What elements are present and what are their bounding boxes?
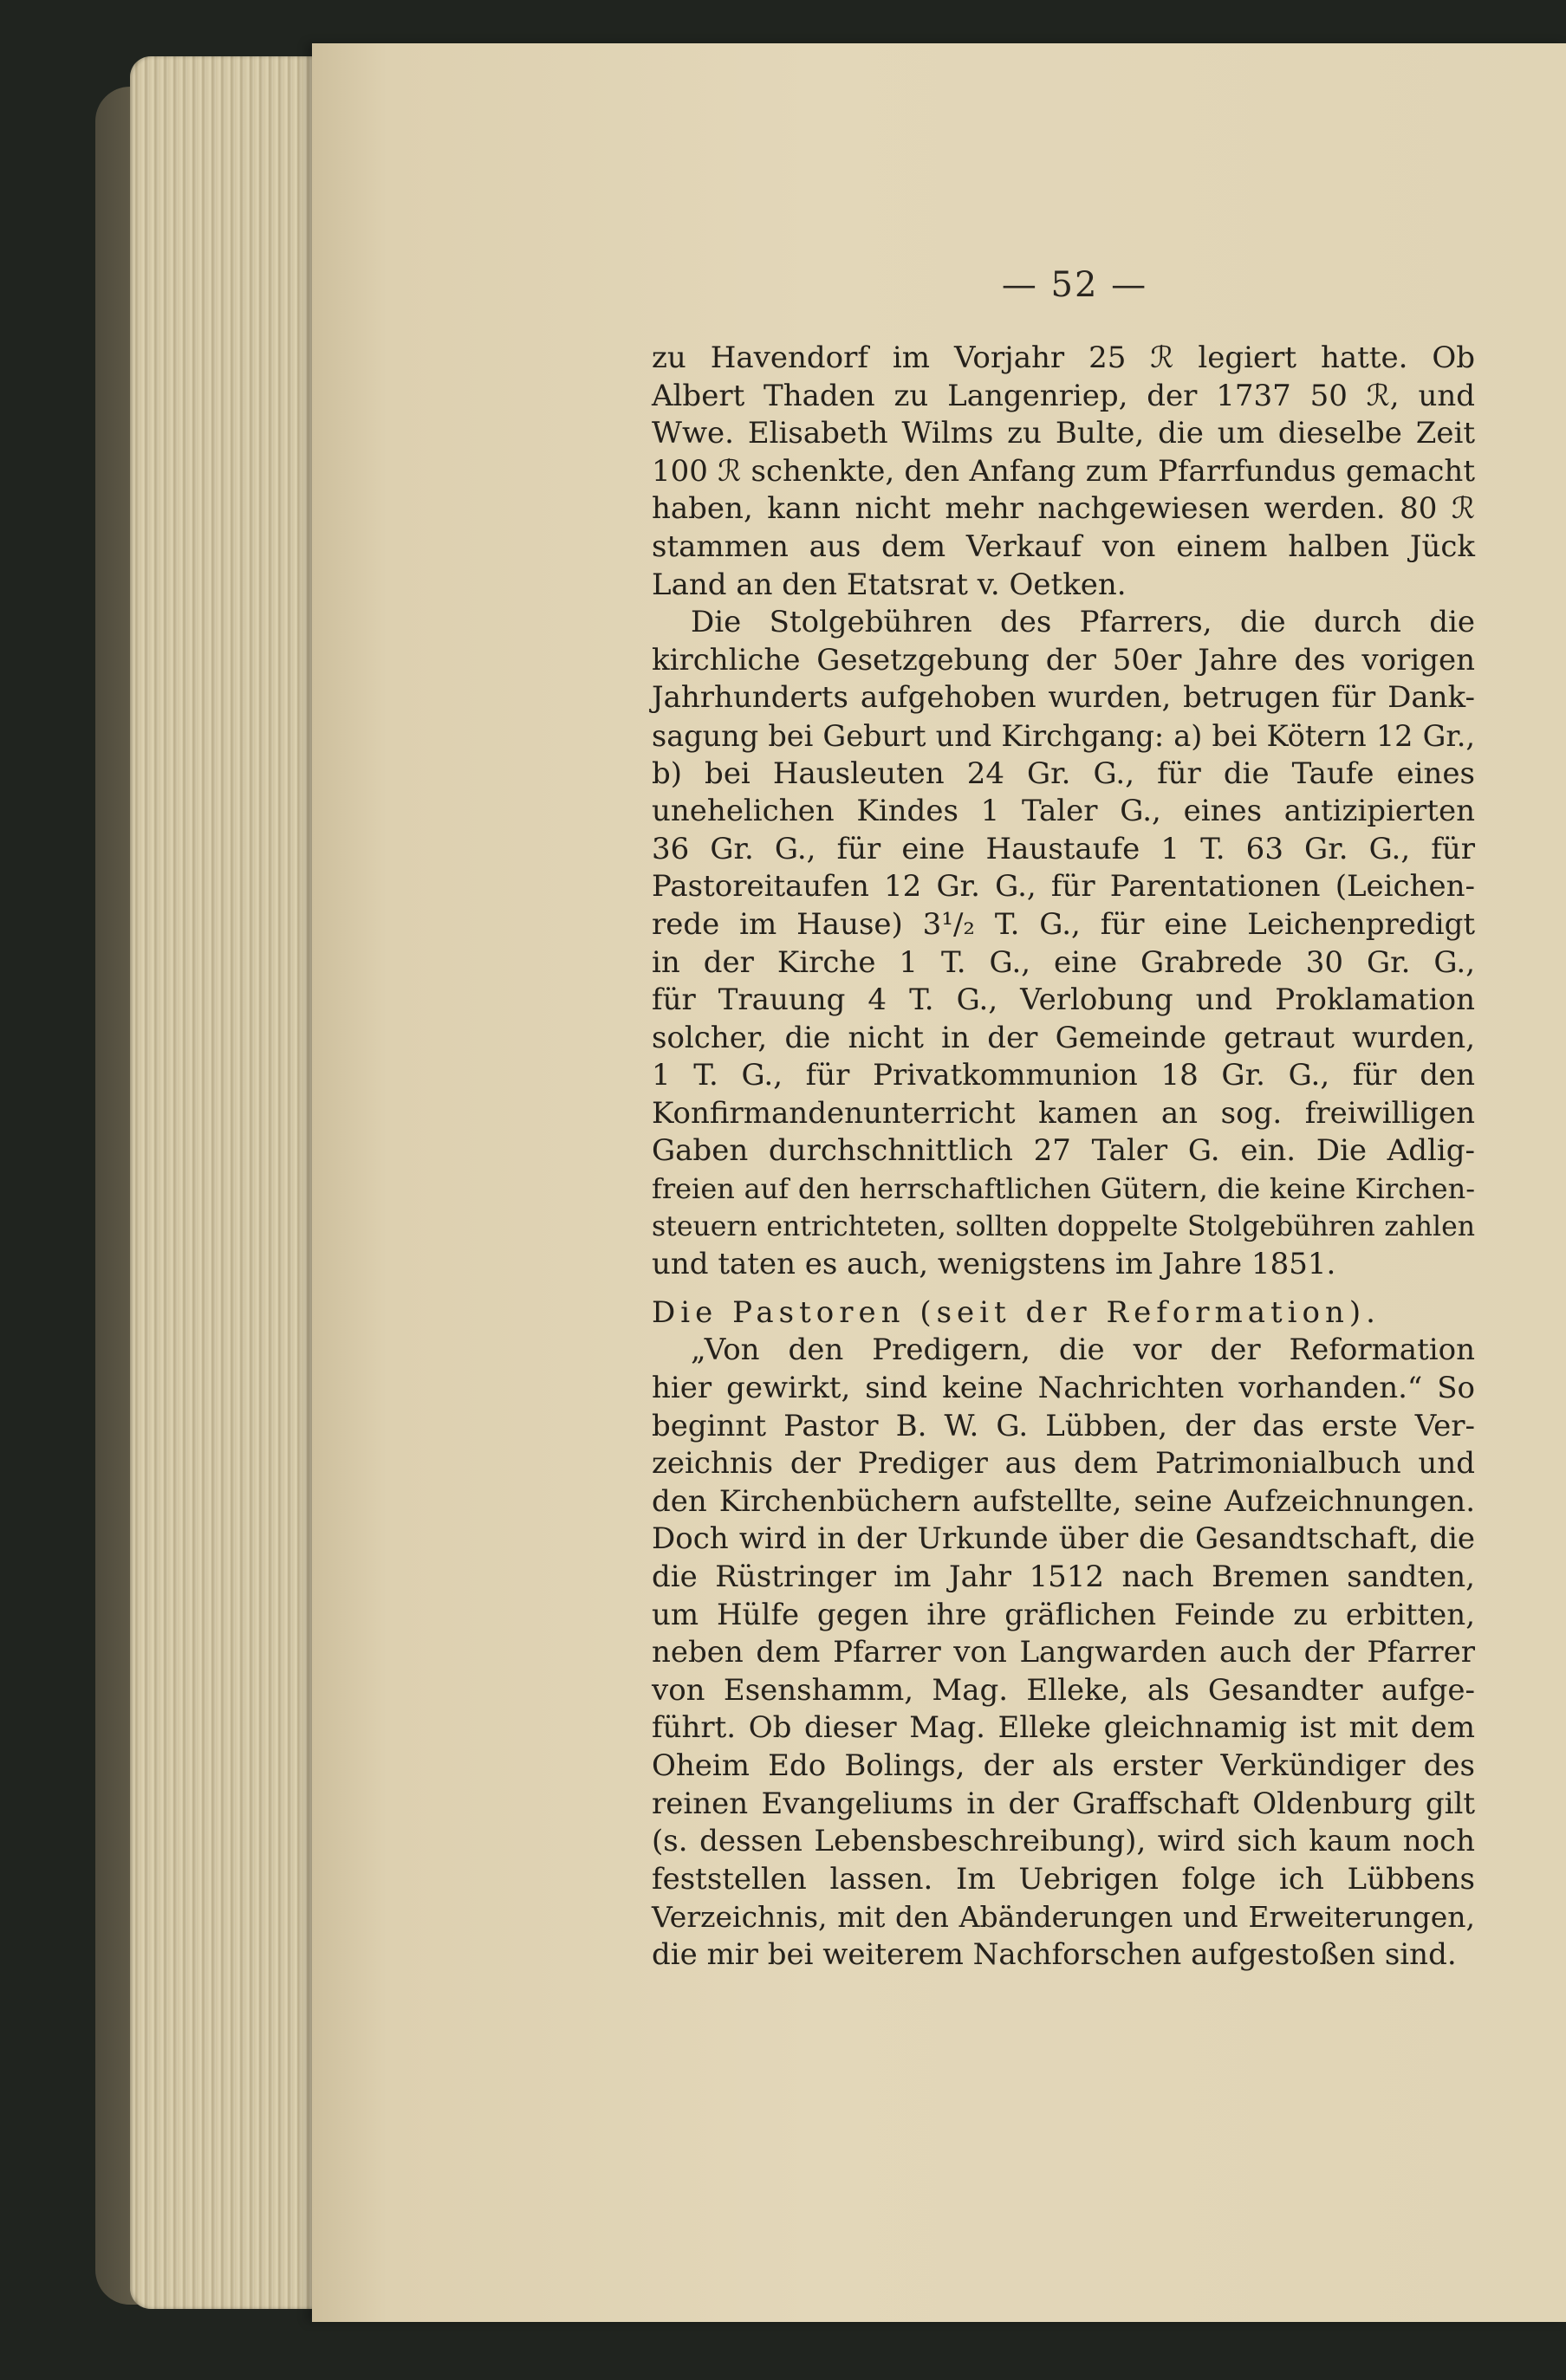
text-line: Pastoreitaufen 12 Gr. G., für Parentationen (Leichen- bbox=[652, 869, 1475, 905]
paragraph-3 bbox=[652, 1332, 1475, 1974]
text-line: Verzeichnis, mit den Abänderungen und Erweiterungen, bbox=[652, 1900, 1475, 1935]
text-line: stammen aus dem Verkauf von einem halben Jück bbox=[652, 529, 1475, 564]
text-line: (s. dessen Lebensbeschreibung), wird sich kaum noch bbox=[652, 1824, 1475, 1859]
text-line: um Hülfe gegen ihre gräflichen Feinde zu erbitten, bbox=[652, 1597, 1475, 1632]
text-line: Albert Thaden zu Langenriep, der 1737 50 ℛ, und bbox=[652, 378, 1475, 413]
text-line: 1 T. G., für Privatkommunion 18 Gr. G., für den bbox=[652, 1058, 1475, 1093]
text-line: die mir bei weiterem Nachforschen aufgestoßen sind. bbox=[652, 1936, 1457, 1972]
text-line: Gaben durchschnittlich 27 Taler G. ein. Die Adlig- bbox=[652, 1133, 1475, 1169]
text-line: kirchliche Gesetzgebung der 50er Jahre des vorigen bbox=[652, 642, 1475, 678]
text-line: Doch wird in der Urkunde über die Gesandtschaft, die bbox=[652, 1521, 1475, 1557]
text-line: führt. Ob dieser Mag. Elleke gleichnamig ist mit dem bbox=[652, 1710, 1475, 1746]
text-line: hier gewirkt, sind keine Nachrichten vorhanden.“ So bbox=[652, 1371, 1475, 1406]
text-line: Land an den Etatsrat v. Oetken. bbox=[652, 567, 1127, 602]
section-heading: Die Pastoren (seit der Reformation). bbox=[652, 1294, 1381, 1330]
text-line: von Esenshamm, Mag. Elleke, als Gesandter aufge- bbox=[652, 1672, 1475, 1708]
page-number: — 52 — bbox=[1001, 265, 1148, 305]
text-line: Konfirmandenunterricht kamen an sog. freiwilligen bbox=[652, 1095, 1475, 1131]
text-line: für Trauung 4 T. G., Verlobung und Proklamation bbox=[652, 982, 1475, 1018]
text-line: solcher, die nicht in der Gemeinde getraut wurden, bbox=[652, 1020, 1475, 1055]
text-line: haben, kann nicht mehr nachgewiesen werden. 80 ℛ bbox=[652, 491, 1475, 527]
text-line: beginnt Pastor B. W. G. Lübben, der das erste Ver- bbox=[652, 1408, 1475, 1443]
text-line: b) bei Hausleuten 24 Gr. G., für die Taufe eines bbox=[652, 756, 1475, 791]
text-line: Die Stolgebühren des Pfarrers, die durch die bbox=[691, 605, 1475, 640]
text-line: Jahrhunderts aufgehoben wurden, betrugen für Dank- bbox=[652, 680, 1475, 716]
text-line: den Kirchenbüchern aufstellte, seine Aufzeichnungen. bbox=[652, 1483, 1475, 1519]
text-line: Oheim Edo Bolings, der als erster Verkündiger des bbox=[652, 1748, 1475, 1783]
text-line: in der Kirche 1 T. G., eine Grabrede 30 Gr. G., bbox=[652, 944, 1475, 980]
text-line: „Von den Predigern, die vor der Reformation bbox=[691, 1333, 1475, 1368]
text-line: unehelichen Kindes 1 Taler G., eines antizipierten bbox=[652, 794, 1475, 829]
text-line: rede im Hause) 3¹/₂ T. G., für eine Leichenpredigt bbox=[652, 906, 1475, 942]
text-line: 36 Gr. G., für eine Haustaufe 1 T. 63 Gr. G., für bbox=[652, 831, 1475, 866]
text-line: reinen Evangeliums in der Graffschaft Oldenburg gilt bbox=[652, 1786, 1475, 1821]
text-line: 100 ℛ schenkte, den Anfang zum Pfarrfundus gemacht bbox=[652, 453, 1475, 489]
paragraph-2 bbox=[652, 604, 1475, 1284]
text-line: steuern entrichteten, sollten doppelte Stolgebühren zahlen bbox=[652, 1210, 1475, 1242]
text-line: zeichnis der Prediger aus dem Patrimonialbuch und bbox=[652, 1446, 1475, 1482]
paragraph-1 bbox=[652, 340, 1475, 604]
text-line: Wwe. Elisabeth Wilms zu Bulte, die um dieselbe Zeit bbox=[652, 416, 1475, 451]
text-line: sagung bei Geburt und Kirchgang: a) bei Kötern 12 Gr., bbox=[652, 718, 1475, 753]
text-line: zu Havendorf im Vorjahr 25 ℛ legiert hatte. Ob bbox=[652, 340, 1475, 375]
text-line: die Rüstringer im Jahr 1512 nach Bremen sandten, bbox=[652, 1560, 1475, 1594]
text-line: und taten es auch, wenigstens im Jahre 1851. bbox=[652, 1247, 1336, 1282]
page-edges bbox=[130, 56, 329, 2309]
page-text bbox=[652, 340, 1475, 1975]
text-line: freien auf den herrschaftlichen Gütern, die keine Kirchen- bbox=[652, 1172, 1475, 1206]
text-line: feststellen lassen. Im Uebrigen folge ich Lübbens bbox=[652, 1861, 1475, 1897]
text-line: neben dem Pfarrer von Langwarden auch der Pfarrer bbox=[652, 1635, 1475, 1670]
